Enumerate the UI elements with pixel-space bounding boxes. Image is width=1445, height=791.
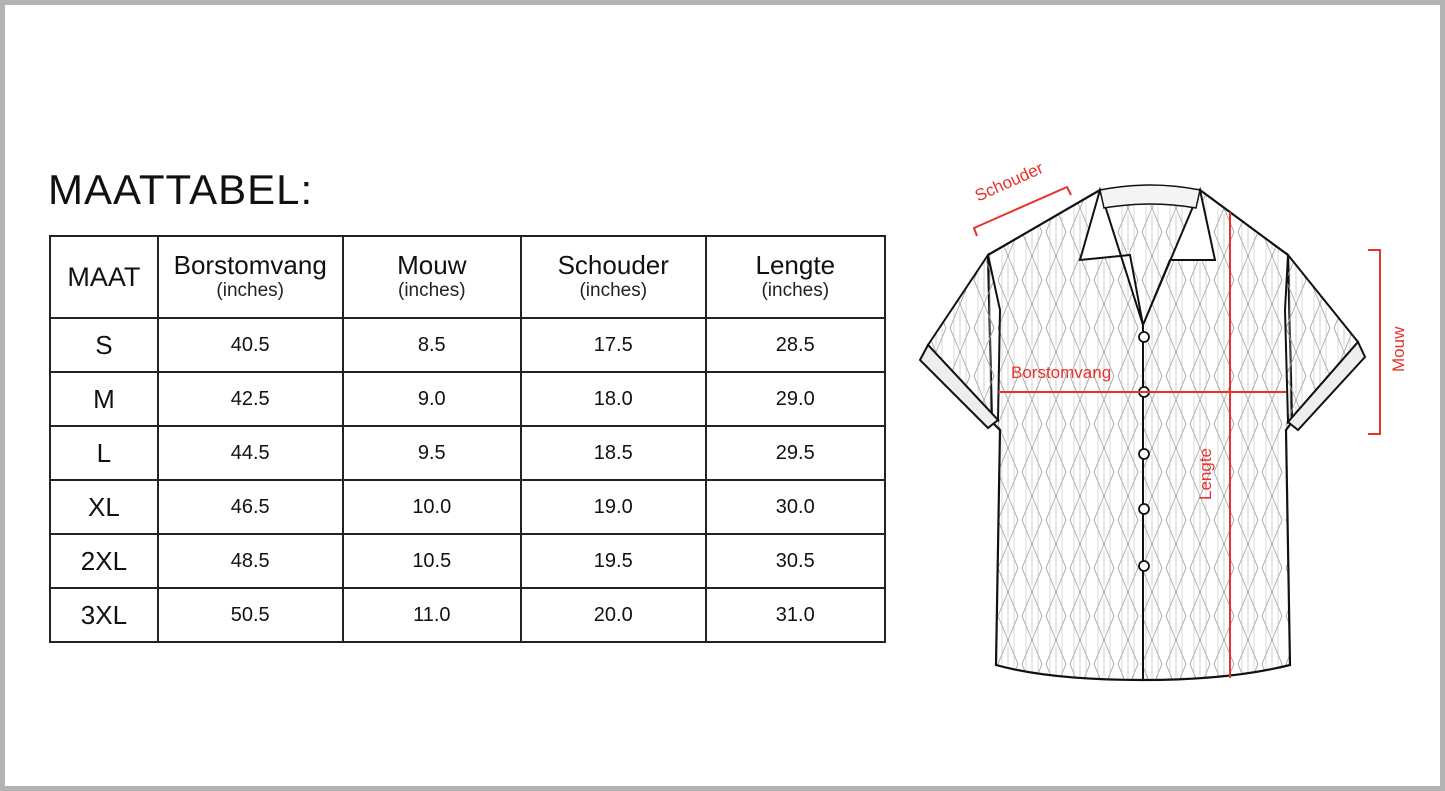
table-row bbox=[50, 534, 885, 588]
shirt-diagram bbox=[900, 160, 1420, 700]
lengte-cell: 29.5 bbox=[706, 426, 885, 480]
lengte-cell: 29.0 bbox=[706, 372, 885, 426]
header-unit: (inches) bbox=[216, 280, 284, 301]
mouw-cell: 10.5 bbox=[343, 534, 521, 588]
header-schouder bbox=[521, 236, 706, 318]
page-title: MAATTABEL: bbox=[48, 166, 314, 213]
schouder-cell: 19.0 bbox=[521, 480, 706, 534]
shirt-measurement-illustration-icon bbox=[900, 160, 1420, 700]
mouw-cell: 9.5 bbox=[343, 426, 521, 480]
borstomvang-cell: 40.5 bbox=[158, 318, 343, 372]
header-label: Borstomvang bbox=[173, 250, 327, 280]
size-table bbox=[49, 235, 886, 643]
schouder-cell: 17.5 bbox=[521, 318, 706, 372]
table-row bbox=[50, 318, 885, 372]
lengte-cell: 30.0 bbox=[706, 480, 885, 534]
lengte-label: Lengte bbox=[1196, 448, 1215, 500]
size-cell: XL bbox=[50, 480, 158, 534]
table-row bbox=[50, 480, 885, 534]
table-row bbox=[50, 372, 885, 426]
schouder-cell: 18.5 bbox=[521, 426, 706, 480]
size-cell: M bbox=[50, 372, 158, 426]
schouder-label: Schouder bbox=[972, 158, 1047, 206]
size-cell: S bbox=[50, 318, 158, 372]
size-cell: L bbox=[50, 426, 158, 480]
header-unit: (inches) bbox=[579, 280, 648, 301]
lengte-cell: 31.0 bbox=[706, 588, 885, 642]
mouw-cell: 11.0 bbox=[343, 588, 521, 642]
header-lengte bbox=[706, 236, 885, 318]
borstomvang-label: Borstomvang bbox=[1011, 363, 1112, 382]
table-row bbox=[50, 588, 885, 642]
borstomvang-cell: 48.5 bbox=[158, 534, 343, 588]
schouder-cell: 18.0 bbox=[521, 372, 706, 426]
table-row bbox=[50, 426, 885, 480]
size-cell: 2XL bbox=[50, 534, 158, 588]
header-unit: (inches) bbox=[398, 280, 466, 301]
borstomvang-cell: 42.5 bbox=[158, 372, 343, 426]
mouw-label: Mouw bbox=[1389, 326, 1408, 372]
header-mouw bbox=[343, 236, 521, 318]
header-label: Mouw bbox=[397, 250, 467, 280]
schouder-cell: 19.5 bbox=[521, 534, 706, 588]
table-header-row bbox=[50, 236, 885, 318]
size-cell: 3XL bbox=[50, 588, 158, 642]
header-borstomvang bbox=[158, 236, 343, 318]
header-label: Lengte bbox=[755, 250, 836, 280]
schouder-cell: 20.0 bbox=[521, 588, 706, 642]
borstomvang-cell: 44.5 bbox=[158, 426, 343, 480]
lengte-cell: 28.5 bbox=[706, 318, 885, 372]
header-label: Schouder bbox=[557, 250, 669, 280]
mouw-cell: 9.0 bbox=[343, 372, 521, 426]
lengte-cell: 30.5 bbox=[706, 534, 885, 588]
header-label: MAAT bbox=[67, 261, 141, 292]
borstomvang-cell: 46.5 bbox=[158, 480, 343, 534]
borstomvang-cell: 50.5 bbox=[158, 588, 343, 642]
mouw-cell: 8.5 bbox=[343, 318, 521, 372]
mouw-cell: 10.0 bbox=[343, 480, 521, 534]
header-maat bbox=[50, 236, 158, 318]
header-unit: (inches) bbox=[761, 280, 830, 301]
